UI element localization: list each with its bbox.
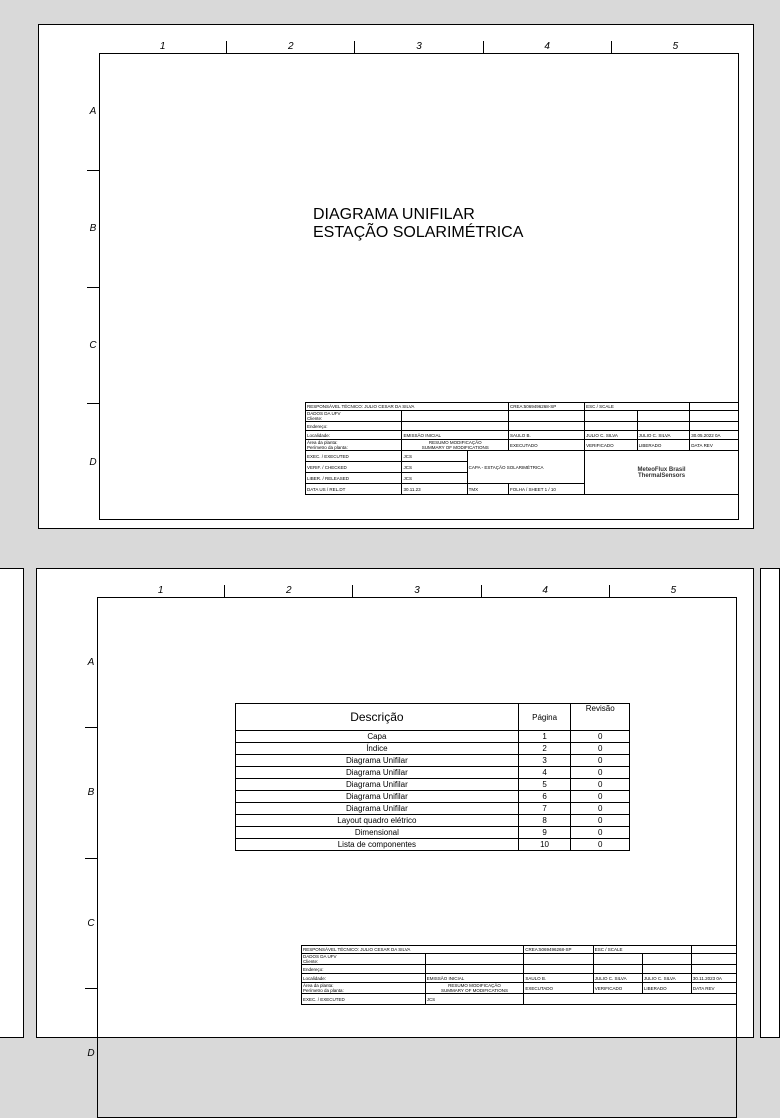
tb-localidade: Localidade: [306,431,402,440]
tb-verif-label: VERIF. / CHECKED [306,462,402,473]
tb-area: Área da planta: Perímetro da planta: [306,440,402,451]
title-block: RESPONSÁVEL TÉCNICO: JULIO CESAR DA SILVA CREA:5069496268-SP ESC / SCALE DADOS DA UFV Cliente: Endereço: Localidade: EMISSÃO INICIAL SAULO B. JULIO C. SILVA JULIO C. SILVA 30.11.2023 0A Área da planta: Perímetro da planta: RESUMO MODIFICAÇÃO SUMMARY OF MODIFICATIONS EXECUTADO VERIFICADO LIBERADO DATA REV EXEC. / EXECUTED JCS [301,945,737,1005]
table-row: Capa 1 0 [236,731,630,743]
index-header-rev: Revisão [571,704,630,731]
tb-endereco: Endereço: [306,422,402,431]
cover-title-line2: ESTAÇÃO SOLARIMÉTRICA [313,224,524,241]
tb-exec-label: EXEC. / EXECUTED [306,451,402,462]
tb-sheet-title: CAPA - ESTAÇÃO SOLARIMÉTRICA [467,451,584,484]
tb-responsavel: RESPONSÁVEL TÉCNICO: [307,404,364,409]
table-row: Índice 2 0 [236,743,630,755]
tb-emissao: EMISSÃO INICIAL [402,431,509,440]
tb-saulo: SAULO B. [509,431,585,440]
tb-tmx: TMX [467,484,508,495]
index-header-page: Página [518,704,571,731]
col-label: 3 [355,41,483,53]
table-row: Diagrama Unifilar 6 0 [236,791,630,803]
col-label: 1 [97,585,225,597]
row-label: A [85,598,97,728]
tb-verificado: VERIFICADO [585,440,638,451]
col-label: 4 [482,585,610,597]
logo: MeteoFlux Brasil ThermalSensors [637,466,686,479]
tb-liber-label: LIBER. / RELEASED [306,473,402,484]
sheet-partial-left [0,568,24,1038]
col-label: 5 [670,585,677,596]
tb-data-label: DATA US / REL.DT [306,484,402,495]
row-label: B [87,171,99,288]
tb-date: 30.05.2022 [691,432,714,438]
tb-rev: REV [703,442,713,448]
table-row: Layout quadro elétrico 8 0 [236,815,630,827]
col-label: 5 [672,41,679,52]
row-label: C [85,859,97,989]
tb-liberado: LIBERADO [637,440,690,451]
tb-julio1: JULIO C. SILVA [585,431,638,440]
title-block [305,402,739,495]
tb-jcs: JCS [402,451,467,462]
tb-date-small: 30.11.23 [402,484,467,495]
col-label: 3 [353,585,481,597]
col-label: 2 [225,585,353,597]
cover-title [313,206,523,242]
tb-executado: EXECUTADO [509,440,585,451]
tb-esc: ESC / SCALE [585,403,690,411]
table-row: Diagrama Unifilar 4 0 [236,767,630,779]
tb-julio2: JULIO C. SILVA [637,431,690,440]
tb-folha: FOLHA / SHEET 1 / 10 [508,484,584,495]
tb-jcs: JCS [402,473,467,484]
index-table [235,703,630,851]
row-label: D [87,1047,95,1059]
table-row: Diagrama Unifilar 3 0 [236,755,630,767]
row-label: C [87,288,99,405]
table-row: Lista de componentes 10 0 [236,839,630,851]
tb-dados: DADOS DA UFV Cliente: [306,411,402,422]
col-label: 1 [99,41,227,53]
column-header [99,41,739,54]
column-header [97,585,737,598]
index-header-desc: Descrição [236,704,519,731]
row-label: B [85,728,97,858]
sheet-partial-right [760,568,780,1038]
tb-rev0: 0A [715,432,721,438]
tb-resumo: RESUMO MODIFICAÇÃO SUMMARY OF MODIFICATIONS [402,440,509,451]
drawing-frame [97,598,737,1118]
sheet-cover [38,24,754,529]
col-label: 2 [227,41,355,53]
tb-jcs: JCS [402,462,467,473]
tb-crea: CREA:5069496268-SP [508,403,584,411]
table-row: Dimensional 9 0 [236,827,630,839]
tb-date: 30.11.2023 [692,975,716,981]
row-label: D [89,456,97,468]
row-label: A [87,54,99,171]
tb-nome: JULIO CESAR DA SILVA [364,404,415,409]
cover-title-line1: DIAGRAMA UNIFILAR [313,206,475,223]
col-label: 4 [484,41,612,53]
sheet-index [36,568,754,1059]
tb-data: DATA [691,442,703,448]
table-row: Diagrama Unifilar 5 0 [236,779,630,791]
table-row: Diagrama Unifilar 7 0 [236,803,630,815]
